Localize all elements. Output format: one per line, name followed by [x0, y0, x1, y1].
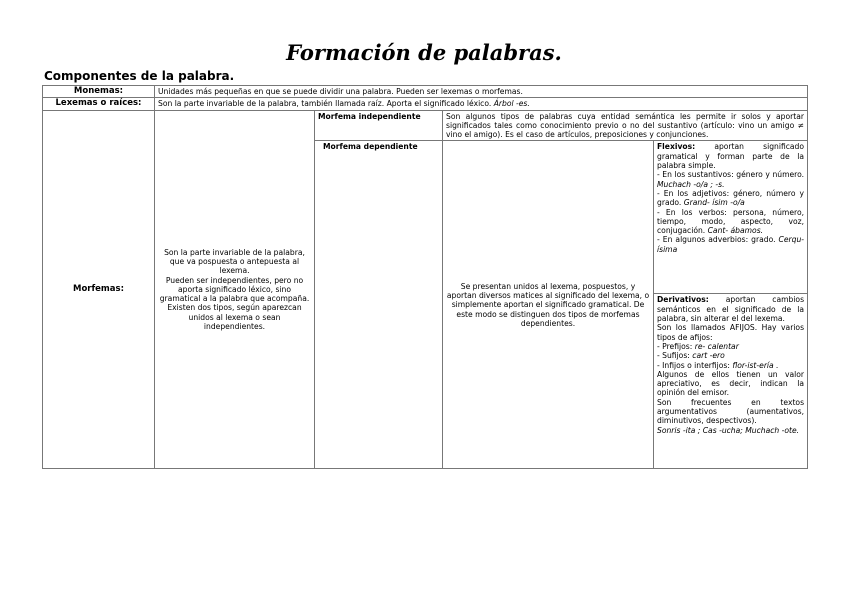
flexivos-item: - En algunos adverbios: grado. Cerqu- ísima [657, 235, 805, 254]
derivativos-note-2: Son frecuentes en textos argumentativos (aumentativos, diminutivos, despectivos). [657, 397, 805, 426]
derivativos-item: - Infijos o interfijos: flor-ist-ería . [657, 360, 779, 370]
flexivos-item: - En los verbos: persona, número, tiempo, modo, aspecto, voz, conjugación. Cant- ábamos. [657, 207, 805, 236]
morfema-independiente-label: Morfema independiente [315, 110, 443, 141]
derivativos-examples: Sonris -ita ; Cas -ucha; Muchach -ote. [657, 425, 800, 435]
flexivos-cell [654, 141, 808, 294]
lexemas-example: Árbol -es. [493, 99, 530, 109]
section-subtitle: Componentes de la palabra. [44, 69, 235, 83]
morfemas-desc-1: Son la parte invariable de la palabra, que va pospuesta o antepuesta al lexema. [164, 247, 305, 276]
morfemas-label: Morfemas: [43, 110, 155, 469]
derivativos-intro: aportan cambios semánticos en el significado de la palabra, sin alterar el del lexema. [657, 295, 805, 324]
flexivos-intro: aportan significado gramatical y forman parte de la palabra simple. [657, 142, 805, 171]
monemas-definition: Unidades más pequeñas en que se puede dividir una palabra. Pueden ser lexemas o morfemas. [155, 86, 808, 98]
morfema-dependiente-label: Morfema dependiente [315, 141, 443, 469]
table-row-lexemas [43, 98, 808, 110]
lexemas-definition [155, 98, 808, 110]
derivativos-item: - Prefijos: re- calentar [657, 341, 739, 351]
flexivos-item: - En los sustantivos: género y número. Muchach -o/a ; -s. [657, 170, 805, 189]
morfema-dependiente-text: Se presentan unidos al lexema, pospuestos, y aportan diversos matices al significado del lexema, o simplemente aportan el significado gramatical. De este modo se distinguen dos tipos de morfemas dependientes. [443, 141, 654, 469]
derivativos-item: - Sufijos: cart -ero [657, 351, 725, 361]
page-title: Formación de palabras. [286, 40, 562, 65]
morfema-independiente-text: Son algunos tipos de palabras cuya entidad semántica les permite ir solos y aportar significados tales como conocimiento previo o no del sustantivo (artículo: vino un amigo ≠ vino el amigo). Es el caso de artículos, preposiciones y conjunciones. [443, 110, 808, 141]
table-row-monemas [43, 86, 808, 98]
lexemas-text: Son la parte invariable de la palabra, también llamada raíz. Aporta el significado léxico. [158, 99, 492, 109]
monemas-label: Monemas: [43, 86, 155, 98]
morfemas-description [155, 110, 315, 469]
derivativos-affixes-intro: Son los llamados AFIJOS. Hay varios tipos de afijos: [657, 323, 805, 342]
derivativos-note-1: Algunos de ellos tienen un valor apreciativo, es decir, indican la opinión del emisor. [657, 369, 805, 398]
table-row-morfema-independiente [43, 110, 808, 141]
derivativos-cell [654, 294, 808, 469]
flexivos-item: - En los adjetivos: género, número y grado. Grand- ísim -o/a [657, 188, 805, 208]
morfemas-desc-3: Existen dos tipos, según aparezcan unidos al lexema o sean independientes. [167, 303, 302, 332]
components-table [42, 85, 808, 469]
lexemas-label: Lexemas o raíces: [43, 98, 155, 110]
flexivos-heading: Flexivos: [657, 142, 696, 152]
morfemas-desc-2: Pueden ser independientes, pero no aporta significado léxico, sino gramatical a la palabra que acompaña. [159, 275, 310, 304]
derivativos-heading: Derivativos: [657, 295, 709, 305]
